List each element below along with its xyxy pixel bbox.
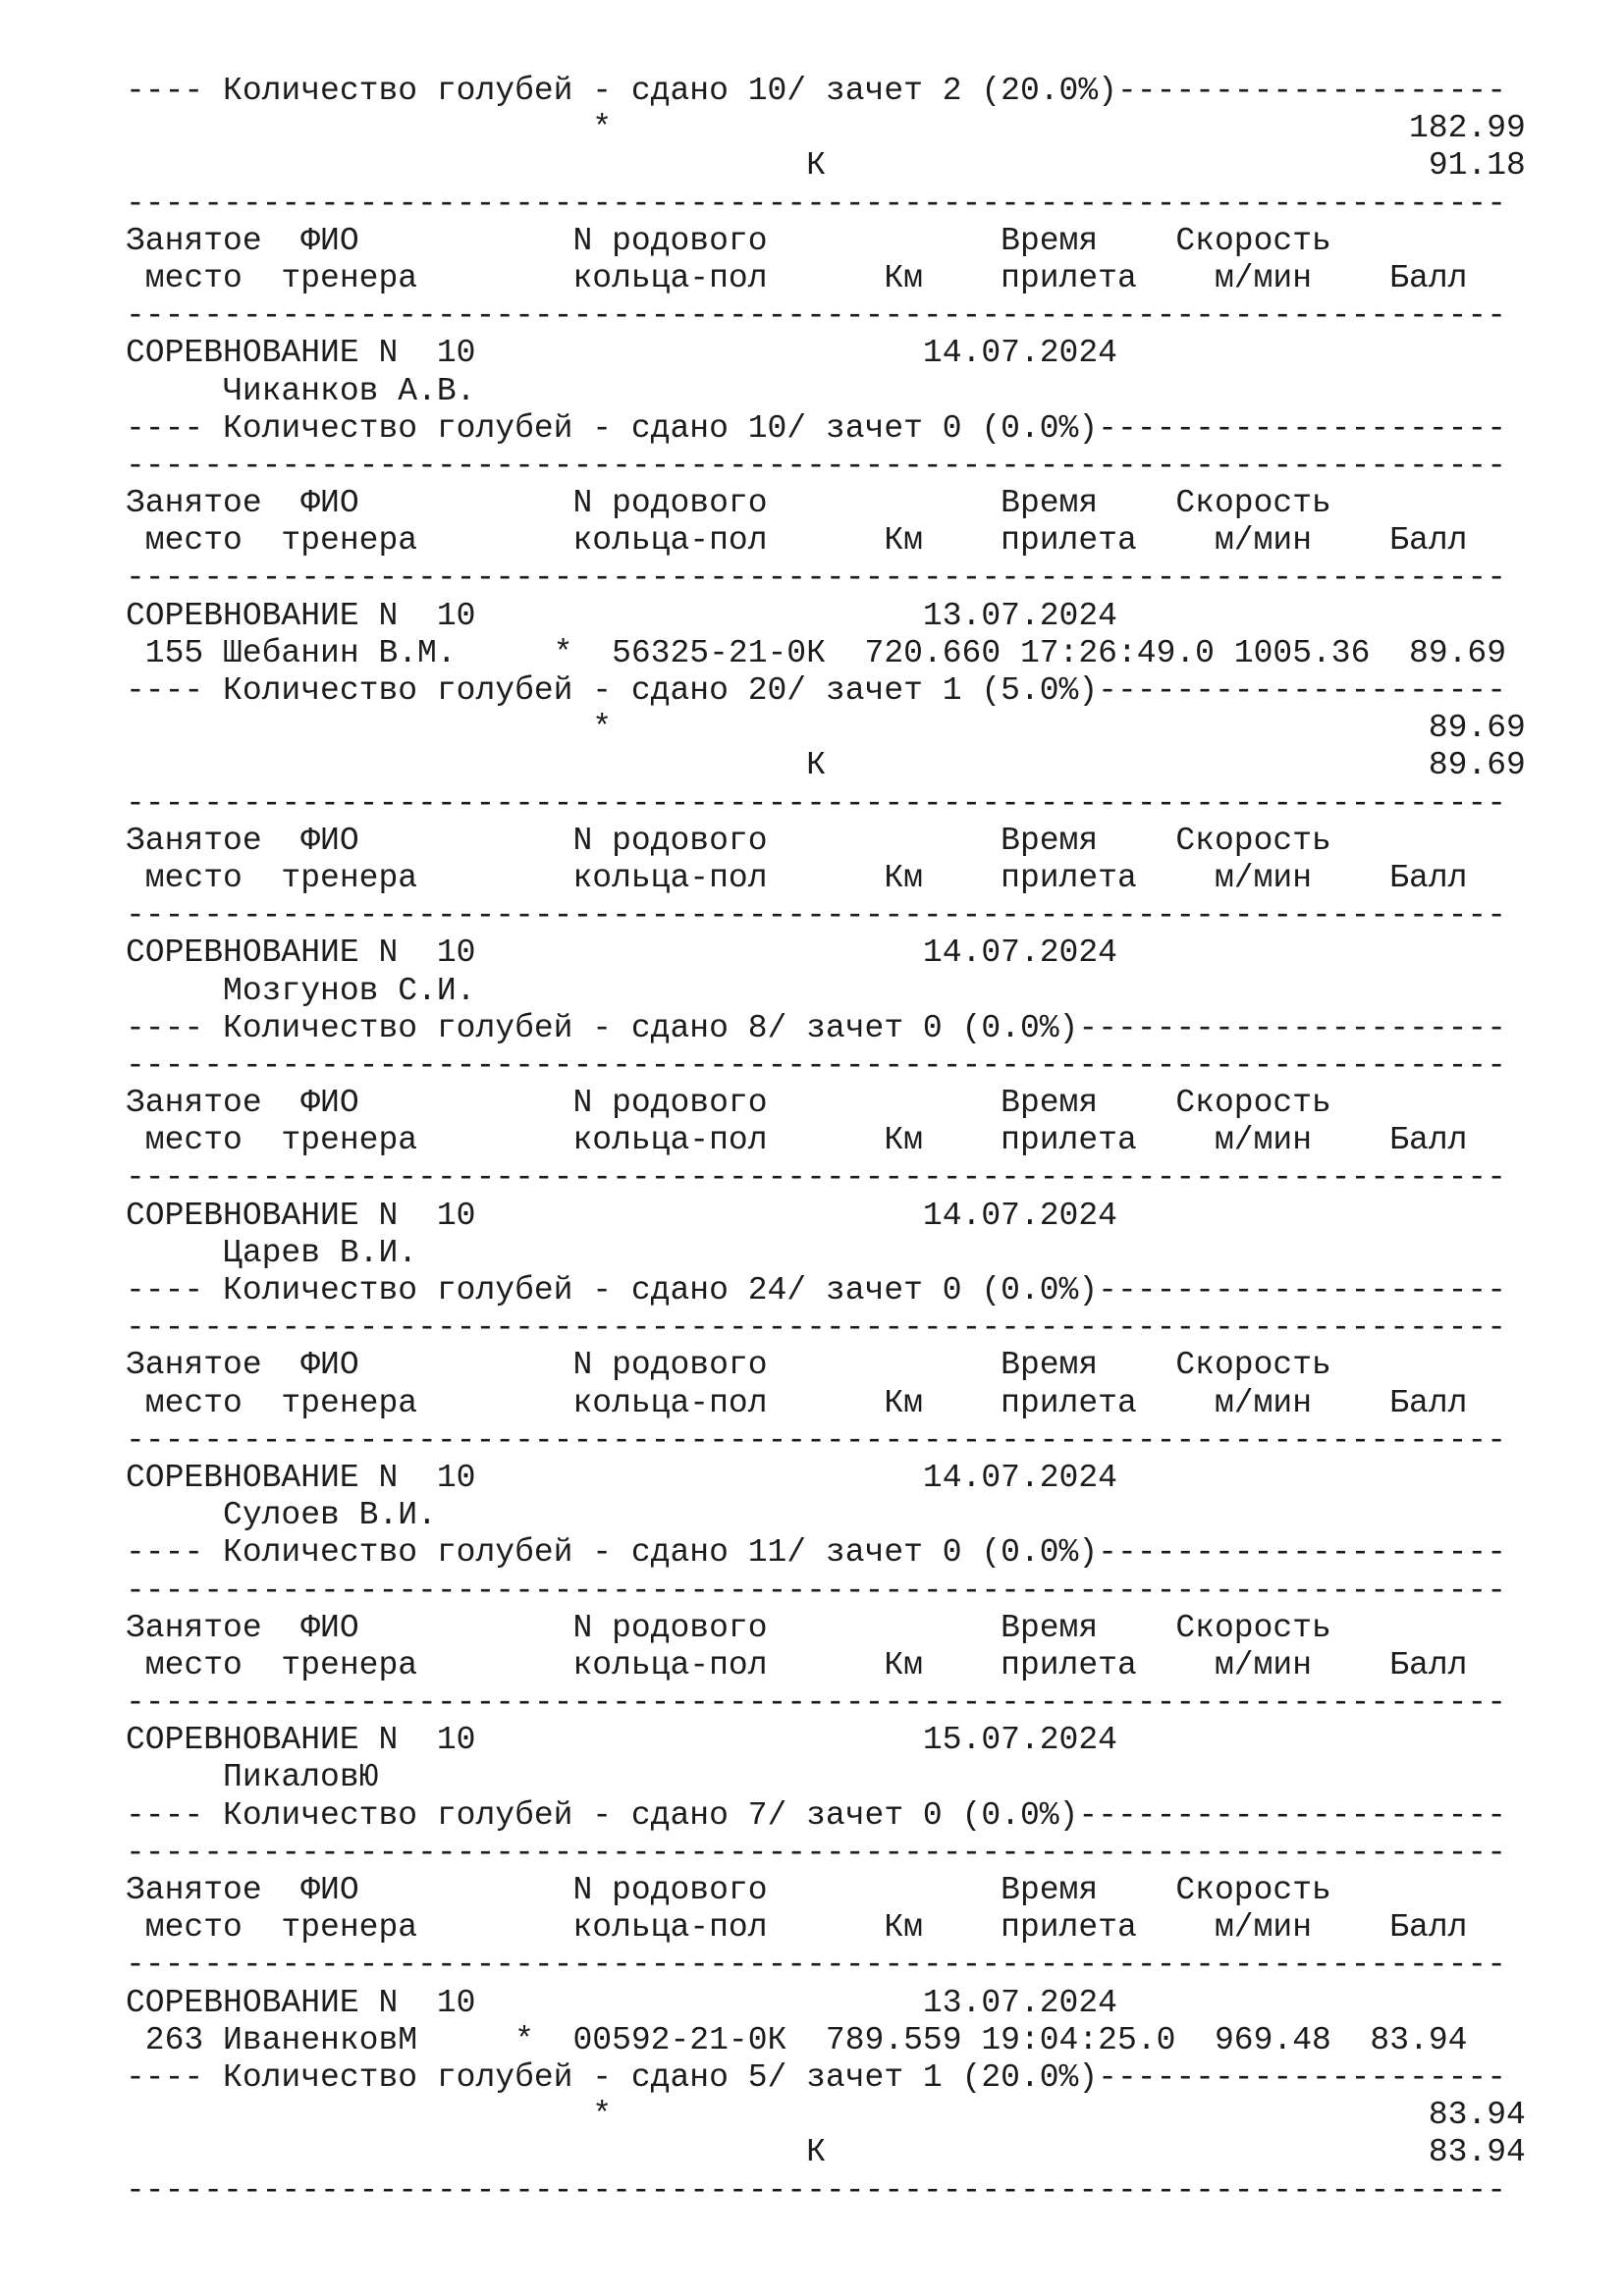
summary-line: ---- Количество голубей - сдано 10/ зачет 2 (20.0%)--------------------: [126, 73, 1507, 109]
column-header-row-2: место тренера кольца-пол Км прилета м/мин Балл: [126, 859, 1468, 896]
separator: -----------------------------------------------------------------------: [126, 1947, 1507, 1984]
column-header-row-1: Занятое ФИО N родового Время Скорость: [126, 485, 1331, 522]
column-header-row-1: Занятое ФИО N родового Время Скорость: [126, 222, 1331, 259]
competition-line: СОРЕВНОВАНИЕ N 10 13.07.2024: [126, 1984, 1117, 2021]
column-header-row-2: место тренера кольца-пол Км прилета м/мин Балл: [126, 1909, 1468, 1947]
result-row: 155 Шебанин В.М. * 56325-21-0К 720.660 17:26:49.0 1005.36 89.69: [126, 634, 1507, 671]
separator: -----------------------------------------------------------------------: [126, 1159, 1507, 1197]
trainer-line: Чиканков А.В.: [126, 372, 476, 409]
separator: -----------------------------------------------------------------------: [126, 897, 1507, 934]
separator: -----------------------------------------------------------------------: [126, 784, 1507, 822]
summary-line: ---- Количество голубей - сдано 7/ зачет 0 (0.0%)----------------------: [126, 1796, 1507, 1834]
summary-line: ---- Количество голубей - сдано 5/ зачет 1 (20.0%)---------------------: [126, 2058, 1507, 2096]
separator: -----------------------------------------------------------------------: [126, 297, 1507, 335]
total-k-line: К 91.18: [126, 147, 1526, 185]
competition-line: СОРЕВНОВАНИЕ N 10 14.07.2024: [126, 1459, 1117, 1496]
column-header-row-2: место тренера кольца-пол Км прилета м/мин Балл: [126, 1122, 1468, 1159]
result-row: 263 ИваненковМ * 00592-21-0К 789.559 19:04:25.0 969.48 83.94: [126, 2021, 1468, 2058]
competition-line: СОРЕВНОВАНИЕ N 10 14.07.2024: [126, 1197, 1117, 1234]
competition-line: СОРЕВНОВАНИЕ N 10 14.07.2024: [126, 335, 1117, 372]
column-header-row-2: место тренера кольца-пол Км прилета м/мин Балл: [126, 259, 1468, 296]
separator: -----------------------------------------------------------------------: [126, 1684, 1507, 1722]
separator: -----------------------------------------------------------------------: [126, 1309, 1507, 1347]
trainer-line: Сулоев В.И.: [126, 1497, 437, 1534]
column-header-row-2: место тренера кольца-пол Км прилета м/мин Балл: [126, 1384, 1468, 1421]
competition-line: СОРЕВНОВАНИЕ N 10 13.07.2024: [126, 597, 1117, 634]
column-header-row-1: Занятое ФИО N родового Время Скорость: [126, 1872, 1331, 1908]
separator: -----------------------------------------------------------------------: [126, 2171, 1507, 2209]
separator: -----------------------------------------------------------------------: [126, 1046, 1507, 1084]
summary-line: ---- Количество голубей - сдано 10/ зачет 0 (0.0%)---------------------: [126, 409, 1507, 447]
summary-line: ---- Количество голубей - сдано 20/ зачет 1 (5.0%)---------------------: [126, 672, 1507, 709]
separator: -----------------------------------------------------------------------: [126, 185, 1507, 222]
separator: -----------------------------------------------------------------------: [126, 1572, 1507, 1609]
column-header-row-1: Занятое ФИО N родового Время Скорость: [126, 1085, 1331, 1122]
separator: -----------------------------------------------------------------------: [126, 1834, 1507, 1871]
column-header-row-1: Занятое ФИО N родового Время Скорость: [126, 1609, 1331, 1646]
total-star-line: * 83.94: [126, 2097, 1526, 2134]
total-k-line: К 83.94: [126, 2134, 1526, 2171]
competition-line: СОРЕВНОВАНИЕ N 10 14.07.2024: [126, 934, 1117, 972]
total-star-line: * 182.99: [126, 110, 1526, 147]
column-header-row-2: место тренера кольца-пол Км прилета м/мин Балл: [126, 522, 1468, 560]
competition-line: СОРЕВНОВАНИЕ N 10 15.07.2024: [126, 1722, 1117, 1759]
separator: -----------------------------------------------------------------------: [126, 447, 1507, 484]
separator: -----------------------------------------------------------------------: [126, 560, 1507, 597]
total-k-line: К 89.69: [126, 747, 1526, 784]
trainer-line: Царев В.И.: [126, 1234, 418, 1271]
column-header-row-2: место тренера кольца-пол Км прилета м/мин Балл: [126, 1646, 1468, 1683]
summary-line: ---- Количество голубей - сдано 11/ зачет 0 (0.0%)---------------------: [126, 1534, 1507, 1572]
column-header-row-1: Занятое ФИО N родового Время Скорость: [126, 822, 1331, 859]
total-star-line: * 89.69: [126, 710, 1526, 747]
report-listing: [126, 73, 1526, 2210]
column-header-row-1: Занятое ФИО N родового Время Скорость: [126, 1347, 1331, 1384]
trainer-line: Мозгунов С.И.: [126, 972, 476, 1009]
trainer-line: ПикаловЮ: [126, 1759, 379, 1796]
separator: -----------------------------------------------------------------------: [126, 1421, 1507, 1459]
summary-line: ---- Количество голубей - сдано 24/ зачет 0 (0.0%)---------------------: [126, 1272, 1507, 1308]
summary-line: ---- Количество голубей - сдано 8/ зачет 0 (0.0%)----------------------: [126, 1009, 1507, 1046]
